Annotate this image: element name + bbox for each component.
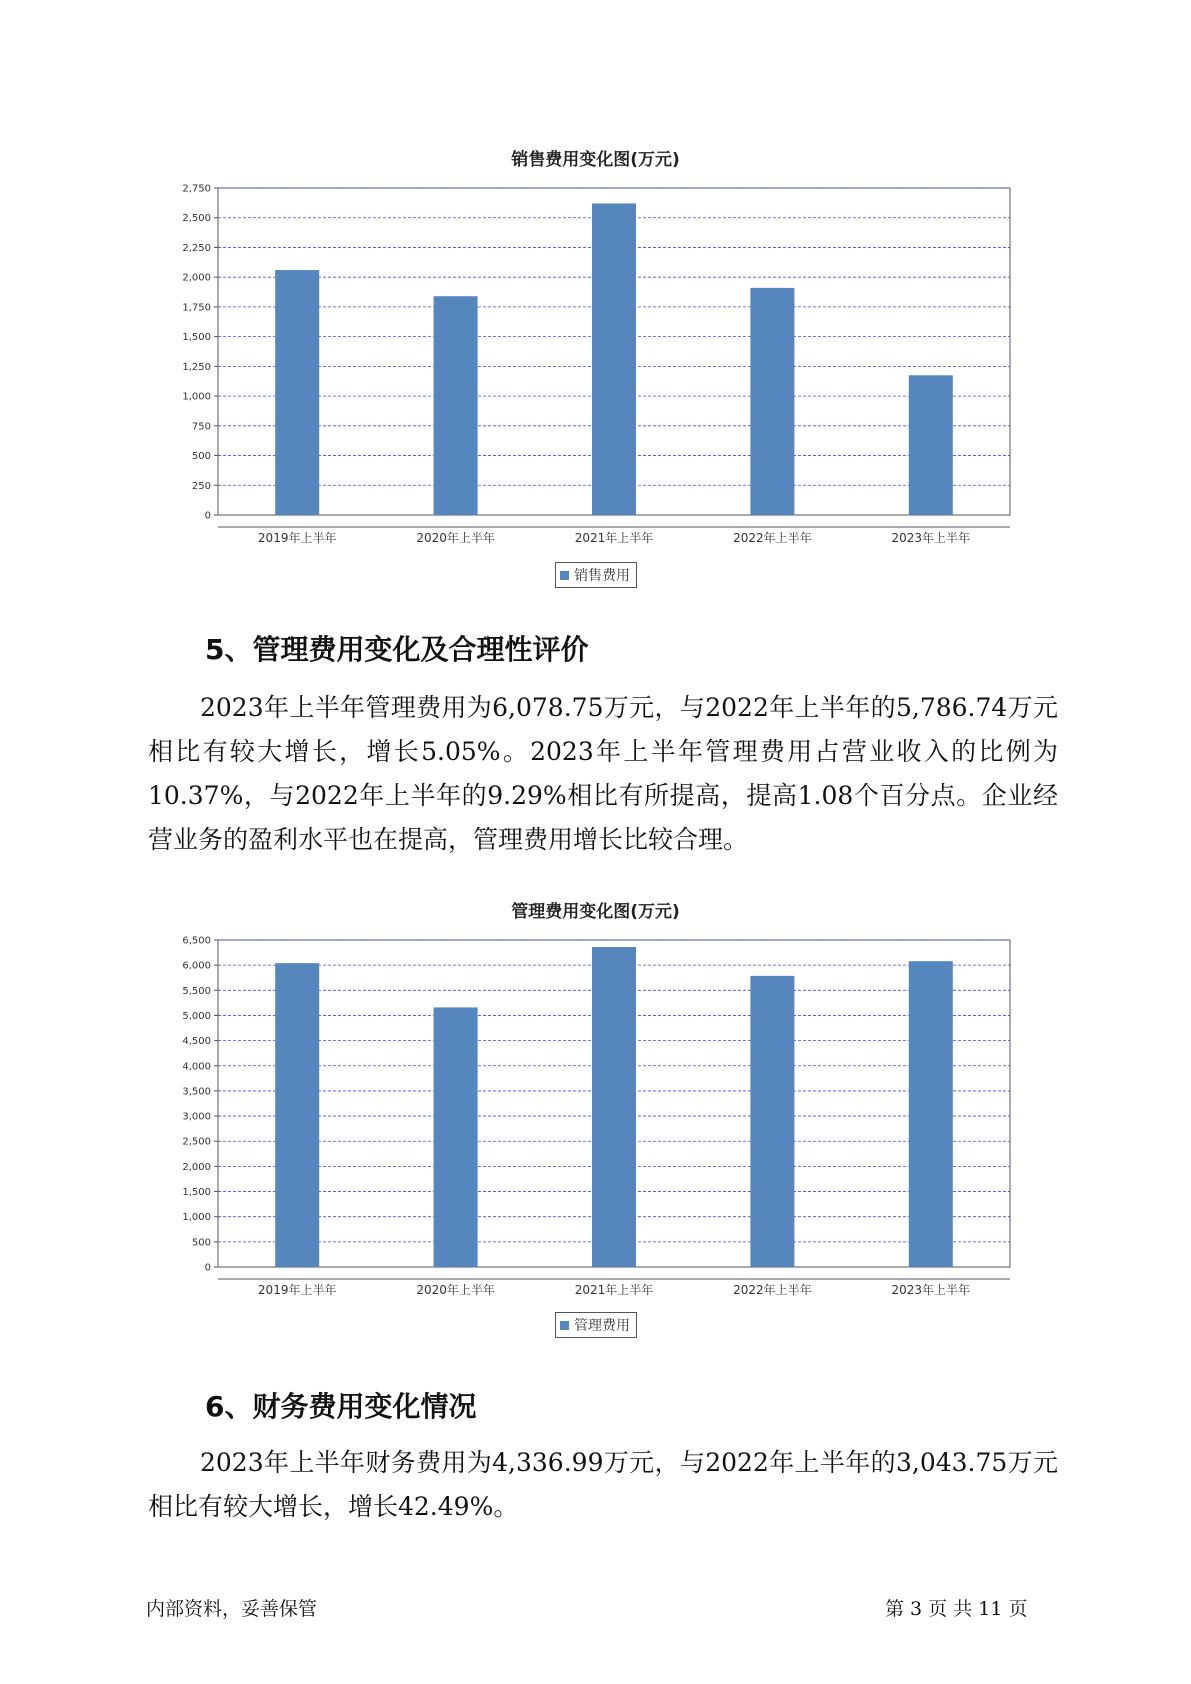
- bar: [434, 296, 478, 515]
- bar: [750, 976, 794, 1267]
- y-tick-label: 5,500: [182, 985, 211, 997]
- legend-swatch: [560, 571, 569, 580]
- section-paragraph-6: 2023年上半年财务费用为4,336.99万元，与2022年上半年的3,043.75万元相比有较大增长，增长42.49%。: [148, 1448, 1058, 1521]
- footer-page-number: 第 3 页 共 11 页: [885, 1598, 1028, 1620]
- y-tick-label: 500: [191, 1237, 211, 1249]
- y-tick-label: 0: [204, 510, 211, 522]
- bar-chart-sales: [0, 170, 1191, 570]
- x-tick-label: 2019年上半年: [257, 1283, 337, 1297]
- y-tick-label: 2,500: [182, 213, 211, 225]
- bar: [909, 961, 953, 1267]
- y-tick-label: 1,500: [182, 332, 211, 344]
- y-tick-label: 1,500: [182, 1187, 211, 1199]
- bar: [592, 947, 636, 1267]
- y-tick-label: 4,000: [182, 1061, 211, 1073]
- legend-label: 管理费用: [574, 1318, 630, 1334]
- x-tick-label: 2019年上半年: [257, 531, 337, 545]
- y-tick-label: 3,500: [182, 1086, 211, 1098]
- legend-swatch: [560, 1321, 569, 1330]
- x-tick-label: 2023年上半年: [891, 531, 971, 545]
- y-tick-label: 750: [191, 421, 211, 433]
- chart-legend: [555, 562, 637, 588]
- x-tick-label: 2020年上半年: [416, 531, 495, 545]
- y-tick-label: 250: [191, 480, 211, 492]
- bar: [275, 270, 319, 515]
- footer-confidential-note: 内部资料，妥善保管: [146, 1598, 318, 1620]
- y-tick-label: 2,250: [182, 242, 211, 254]
- x-tick-label: 2023年上半年: [891, 1283, 971, 1297]
- section-heading-5: 5、管理费用变化及合理性评价: [205, 633, 589, 666]
- y-tick-label: 2,750: [182, 183, 211, 195]
- y-tick-label: 6,000: [182, 960, 211, 972]
- x-tick-label: 2022年上半年: [733, 1283, 812, 1297]
- chart-title: 管理费用变化图(万元): [511, 902, 680, 922]
- bar: [909, 375, 953, 515]
- y-tick-label: 1,000: [182, 1212, 211, 1224]
- bar: [750, 288, 794, 515]
- section-paragraph-5: 2023年上半年管理费用为6,078.75万元，与2022年上半年的5,786.74万元相比有较大增长，增长5.05%。2023年上半年管理费用占营业收入的比例为10.37%，与2022年上半年的9.29%相比有所提高，提高1.08个百分点。企业经营业务的盈利水平也在提高，管理费用增长比较合理。: [148, 693, 1058, 854]
- section-heading-6: 6、财务费用变化情况: [205, 1390, 477, 1423]
- chart-title: 销售费用变化图(万元): [511, 150, 680, 170]
- y-tick-label: 500: [191, 451, 211, 463]
- bar-chart-admin: [0, 922, 1191, 1322]
- y-tick-label: 1,750: [182, 302, 211, 314]
- y-tick-label: 1,000: [182, 391, 211, 403]
- y-tick-label: 2,000: [182, 1161, 211, 1173]
- x-tick-label: 2021年上半年: [574, 531, 654, 545]
- y-tick-label: 1,250: [182, 361, 211, 373]
- y-tick-label: 4,500: [182, 1036, 211, 1048]
- y-tick-label: 2,000: [182, 272, 211, 284]
- x-tick-label: 2021年上半年: [574, 1283, 654, 1297]
- x-tick-label: 2022年上半年: [733, 531, 812, 545]
- y-tick-label: 6,500: [182, 935, 211, 947]
- y-tick-label: 2,500: [182, 1136, 211, 1148]
- x-tick-label: 2020年上半年: [416, 1283, 495, 1297]
- y-tick-label: 5,000: [182, 1010, 211, 1022]
- y-tick-label: 3,000: [182, 1111, 211, 1123]
- legend-label: 销售费用: [574, 568, 630, 584]
- y-tick-label: 0: [204, 1262, 211, 1274]
- chart-legend: [555, 1312, 637, 1338]
- bar: [592, 203, 636, 515]
- bar: [434, 1007, 478, 1267]
- bar: [275, 963, 319, 1267]
